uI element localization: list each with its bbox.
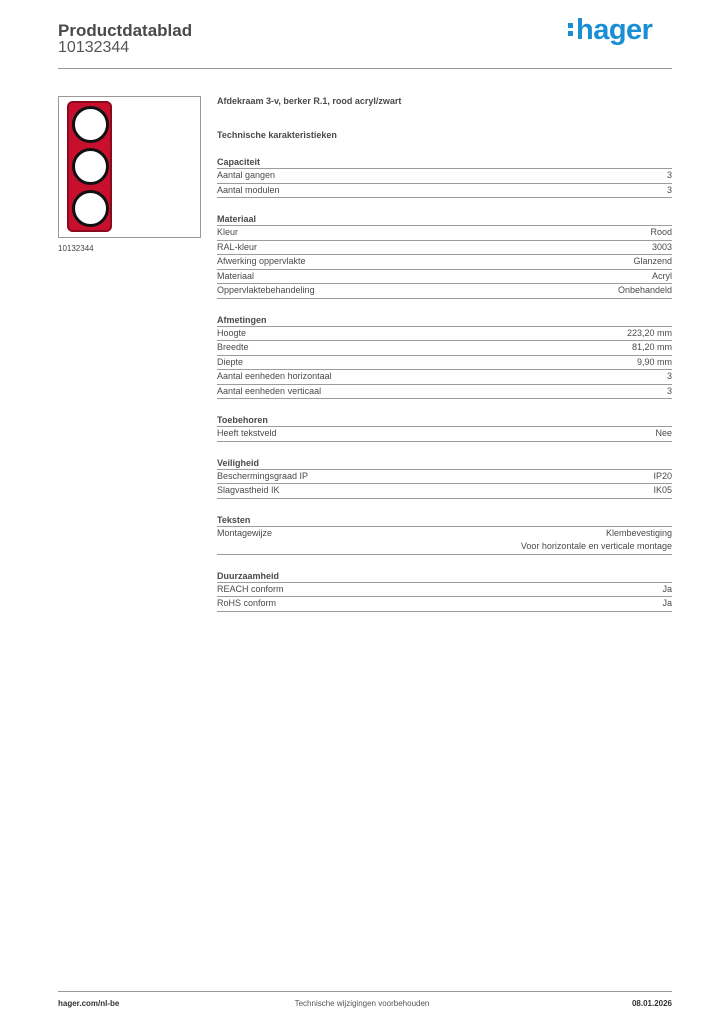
spec-value xyxy=(662,597,672,611)
header-divider xyxy=(58,68,672,69)
spec-section xyxy=(217,458,672,499)
spec-row xyxy=(217,426,672,442)
spec-value xyxy=(618,284,672,298)
section-title: Teksten xyxy=(217,514,251,525)
spec-row xyxy=(217,254,672,269)
spec-value-line: Ja xyxy=(662,583,672,594)
spec-label: RoHS conform xyxy=(217,598,277,608)
spec-row xyxy=(217,225,672,240)
product-title: Afdekraam 3-v, berker R.1, rood acryl/zwart xyxy=(217,96,402,106)
cover-frame-icon xyxy=(67,101,112,232)
spec-row xyxy=(217,582,672,597)
spec-row xyxy=(217,240,672,255)
spec-label: Aantal eenheden horizontaal xyxy=(217,371,332,381)
spec-value-line: 3 xyxy=(666,170,672,180)
spec-value-line: 223,20 mm xyxy=(626,327,672,338)
spec-label: REACH conform xyxy=(217,583,284,594)
spec-label: Afwerking oppervlakte xyxy=(217,256,306,266)
spec-label: Materiaal xyxy=(217,270,255,281)
spec-label: Beschermingsgraad IP xyxy=(217,470,309,481)
spec-label: Aantal modulen xyxy=(217,184,280,195)
spec-label: Kleur xyxy=(217,227,239,237)
spec-content xyxy=(217,96,672,612)
footer-disclaimer: Technische wijzigingen voorbehouden xyxy=(294,999,430,1008)
spec-row xyxy=(217,526,672,555)
spec-value-line: 81,20 mm xyxy=(631,342,672,352)
section-title: Duurzaamheid xyxy=(217,570,280,581)
spec-label: Aantal eenheden verticaal xyxy=(217,385,322,396)
spec-value-line: 3 xyxy=(666,371,672,381)
spec-row xyxy=(217,326,672,341)
spec-row xyxy=(217,269,672,284)
spec-section xyxy=(217,571,672,612)
spec-value-line: IK05 xyxy=(653,485,672,495)
spec-value xyxy=(633,255,672,269)
spec-value-line: 3 xyxy=(666,385,672,396)
spec-row xyxy=(217,355,672,370)
footer-date: 08.01.2026 xyxy=(631,999,672,1008)
spec-value-line: 3 xyxy=(666,184,672,195)
spec-value xyxy=(653,484,672,498)
spec-label: Hoogte xyxy=(217,327,247,338)
spec-row xyxy=(217,469,672,484)
spec-label: Heeft tekstveld xyxy=(217,428,277,438)
section-title: Capaciteit xyxy=(217,157,261,167)
logo-dots-icon xyxy=(568,18,574,38)
tech-heading: Technische karakteristieken xyxy=(217,130,337,140)
spec-value-line: Ja xyxy=(662,598,672,608)
spec-label: Diepte xyxy=(217,356,244,367)
frame-opening xyxy=(72,148,109,185)
spec-value xyxy=(667,169,672,183)
spec-row xyxy=(217,283,672,299)
spec-label: Breedte xyxy=(217,342,249,352)
spec-value-line: Voor horizontale en verticale montage xyxy=(520,541,672,551)
section-title: Materiaal xyxy=(217,214,257,224)
spec-section xyxy=(217,214,672,299)
spec-row xyxy=(217,596,672,612)
image-caption: 10132344 xyxy=(58,244,94,253)
spec-value-line: Rood xyxy=(650,227,672,237)
spec-value xyxy=(653,470,672,484)
spec-value xyxy=(637,356,672,370)
spec-value xyxy=(662,583,672,597)
spec-label: Slagvastheid IK xyxy=(217,485,280,495)
section-title: Toebehoren xyxy=(217,415,268,425)
spec-section xyxy=(217,157,672,198)
spec-row xyxy=(217,168,672,183)
spec-value xyxy=(667,184,672,198)
spec-value xyxy=(627,327,672,341)
spec-value xyxy=(667,385,672,399)
spec-value-line: Acryl xyxy=(652,270,672,281)
spec-value-line: Klembevestiging xyxy=(605,527,672,538)
spec-row xyxy=(217,384,672,400)
spec-row xyxy=(217,369,672,384)
page-title: Productdatablad xyxy=(58,21,193,40)
spec-value xyxy=(632,341,672,355)
spec-label: Montagewijze xyxy=(217,527,273,538)
product-number: 10132344 xyxy=(58,39,130,56)
spec-label: Aantal gangen xyxy=(217,170,276,180)
spec-value-line: 9,90 mm xyxy=(636,356,672,367)
spec-section xyxy=(217,515,672,555)
spec-label: Oppervlaktebehandeling xyxy=(217,285,315,295)
section-title: Veiligheid xyxy=(217,457,260,468)
spec-row xyxy=(217,340,672,355)
frame-opening xyxy=(72,106,109,143)
spec-value xyxy=(652,241,672,255)
spec-value-line: Glanzend xyxy=(633,256,672,266)
section-title: Afmetingen xyxy=(217,314,267,325)
spec-value xyxy=(521,527,672,554)
spec-value-line: 3003 xyxy=(651,241,672,252)
spec-value-line: Nee xyxy=(655,428,672,438)
frame-opening xyxy=(72,190,109,227)
spec-value xyxy=(650,226,672,240)
spec-value xyxy=(667,370,672,384)
product-image xyxy=(58,96,201,238)
spec-value xyxy=(655,427,672,441)
spec-sections xyxy=(217,157,672,612)
spec-value-line: Onbehandeld xyxy=(617,285,672,295)
spec-label: RAL-kleur xyxy=(217,241,258,252)
hager-logo xyxy=(568,14,652,47)
spec-value xyxy=(652,270,672,284)
footer-website[interactable]: hager.com/nl-be xyxy=(58,999,120,1008)
spec-row xyxy=(217,183,672,199)
spec-section xyxy=(217,415,672,442)
spec-row xyxy=(217,483,672,499)
spec-value-line: IP20 xyxy=(653,470,672,481)
footer-divider xyxy=(58,991,672,992)
spec-section xyxy=(217,315,672,400)
logo-text: hager xyxy=(576,14,653,46)
